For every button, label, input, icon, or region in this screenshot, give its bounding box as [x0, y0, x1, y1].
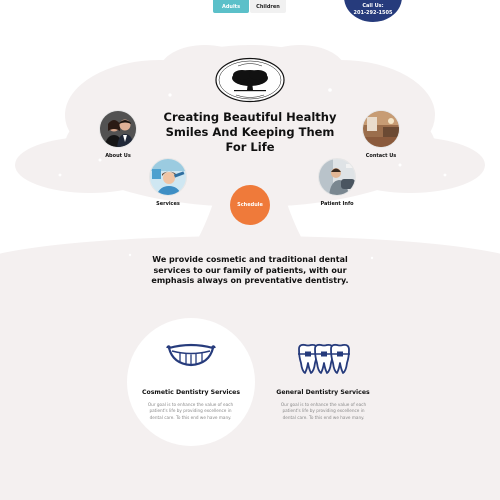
hero-headline: Creating Beautiful Healthy Smiles And Keeping Them For Life: [163, 110, 337, 154]
schedule-button[interactable]: Schedule: [230, 185, 270, 225]
about-us-link[interactable]: About Us: [105, 153, 131, 159]
services-link[interactable]: Services: [156, 201, 180, 207]
patient-info-link[interactable]: Patient Info: [320, 201, 354, 207]
cosmetic-service-card[interactable]: [127, 318, 255, 446]
smile-icon: [166, 343, 216, 367]
call-us-label: Call Us:: [362, 3, 384, 9]
contact-us-photo[interactable]: [362, 110, 400, 148]
practice-logo[interactable]: [214, 57, 286, 103]
services-photo[interactable]: [149, 158, 187, 196]
general-service-description: Our goal is to enhance the value of each patient's life by providing excellence in dental care. To this end we have many.: [280, 402, 367, 420]
call-us-phone[interactable]: 201-292-1505: [353, 9, 393, 16]
braces-teeth-icon: [296, 343, 352, 375]
about-us-photo[interactable]: [99, 110, 137, 148]
tab-children[interactable]: Children: [250, 0, 286, 13]
patient-info-photo[interactable]: [318, 158, 356, 196]
tab-adults[interactable]: Adults: [213, 0, 249, 13]
cosmetic-service-description: Our goal is to enhance the value of each patient's life by providing excellence in dental care. To this end we have many.: [147, 402, 234, 420]
cosmetic-service-title[interactable]: Cosmetic Dentistry Services: [141, 389, 241, 396]
intro-text: We provide cosmetic and traditional dental services to our family of patients, with our emphasis always on preventative dentistry.: [151, 255, 349, 286]
general-service-title[interactable]: General Dentistry Services: [276, 389, 370, 396]
contact-us-link[interactable]: Contact Us: [365, 153, 397, 159]
